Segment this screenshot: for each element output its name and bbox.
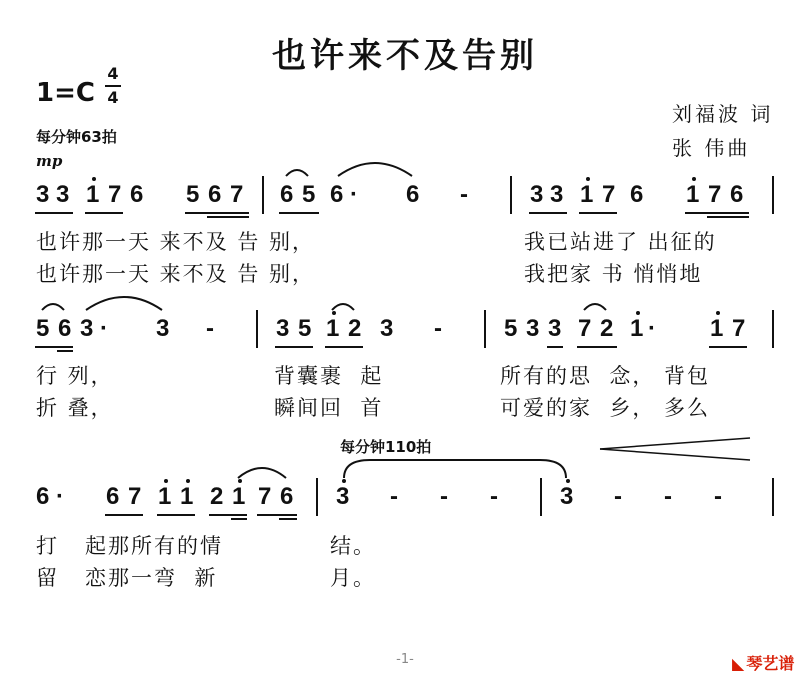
note: 6	[280, 483, 294, 510]
note: 7	[128, 483, 142, 510]
lyric-verse-2: 我把家 书 悄悄地	[524, 262, 703, 286]
note: -	[490, 483, 498, 510]
note: 6	[630, 181, 644, 208]
note: 2	[600, 315, 614, 342]
note: 6	[130, 181, 144, 208]
time-signature-denominator: 4	[107, 88, 119, 107]
note: 3	[336, 483, 350, 510]
note: 6	[106, 483, 120, 510]
note: 1	[326, 315, 340, 342]
tempo-marking-1: 每分钟63拍	[36, 128, 117, 146]
note: 3	[156, 315, 170, 342]
note: -	[664, 483, 672, 510]
note: 3	[36, 181, 50, 208]
note: 5	[186, 181, 200, 208]
note: -	[440, 483, 448, 510]
note: 5	[36, 315, 50, 342]
note: 5	[504, 315, 518, 342]
lyric-verse-1: 结。	[330, 534, 376, 558]
note: ·	[350, 181, 358, 208]
composer-credit: 张 伟曲	[672, 136, 751, 160]
note: 3	[548, 315, 562, 342]
lyric-verse-2: 可爱的家 乡， 多么	[500, 396, 711, 420]
note: 7	[230, 181, 244, 208]
page-number: -1-	[396, 652, 414, 667]
note: 7	[602, 181, 616, 208]
note: -	[206, 315, 214, 342]
note: ·	[648, 315, 656, 342]
note: 6	[730, 181, 744, 208]
note: 1	[686, 181, 700, 208]
lyricist-credit: 刘福波 词	[672, 102, 774, 126]
lyric-verse-1: 也许那一天 来不及 告 别，	[36, 230, 316, 254]
note: 6	[330, 181, 344, 208]
dynamic-marking: mp	[36, 152, 63, 170]
note: 1	[630, 315, 644, 342]
note: ·	[56, 483, 64, 510]
lyric-verse-1: 我已站进了 出征的	[524, 230, 717, 254]
note: 2	[348, 315, 362, 342]
note: 7	[708, 181, 722, 208]
lyric-verse-2: 留 恋那一弯 新	[36, 566, 218, 590]
note: -	[460, 181, 468, 208]
lyric-verse-1: 所有的思 念， 背包	[500, 364, 711, 388]
note: 6	[406, 181, 420, 208]
note: 7	[578, 315, 592, 342]
lyric-verse-1: 背囊裹 起	[274, 364, 384, 388]
note: 1	[158, 483, 172, 510]
note: 3	[80, 315, 94, 342]
time-signature-numerator: 4	[107, 64, 119, 83]
note: -	[714, 483, 722, 510]
note: 3	[530, 181, 544, 208]
note: ·	[100, 315, 108, 342]
logo-icon: ◣	[732, 654, 745, 673]
note: 7	[258, 483, 272, 510]
key-signature: 1=C	[36, 78, 95, 108]
note: -	[614, 483, 622, 510]
note: 3	[560, 483, 574, 510]
lyric-verse-1: 打 起那所有的情	[36, 534, 224, 558]
note: -	[390, 483, 398, 510]
note: 6	[36, 483, 50, 510]
lyric-verse-1: 行 列，	[36, 364, 114, 388]
song-title: 也许来不及告别	[272, 36, 538, 76]
note: 7	[108, 181, 122, 208]
lyric-verse-2: 瞬间回 首	[274, 396, 384, 420]
lyric-verse-2: 月。	[330, 566, 376, 590]
note: 1	[710, 315, 724, 342]
note: 3	[276, 315, 290, 342]
note: 2	[210, 483, 224, 510]
note: 1	[232, 483, 246, 510]
note: 5	[302, 181, 316, 208]
note: 6	[208, 181, 222, 208]
crescendo-mark	[600, 438, 750, 460]
note: 3	[380, 315, 394, 342]
note: 6	[280, 181, 294, 208]
note: 3	[550, 181, 564, 208]
note: 1	[180, 483, 194, 510]
note: 7	[732, 315, 746, 342]
note: 6	[58, 315, 72, 342]
tempo-marking-2: 每分钟110拍	[340, 438, 432, 456]
note: 5	[298, 315, 312, 342]
site-logo: ◣ 琴艺谱	[732, 654, 795, 673]
note: 3	[56, 181, 70, 208]
note: 3	[526, 315, 540, 342]
note: 1	[580, 181, 594, 208]
note: -	[434, 315, 442, 342]
lyric-verse-2: 也许那一天 来不及 告 别，	[36, 262, 316, 286]
lyric-verse-2: 折 叠，	[36, 396, 114, 420]
note: 1	[86, 181, 100, 208]
